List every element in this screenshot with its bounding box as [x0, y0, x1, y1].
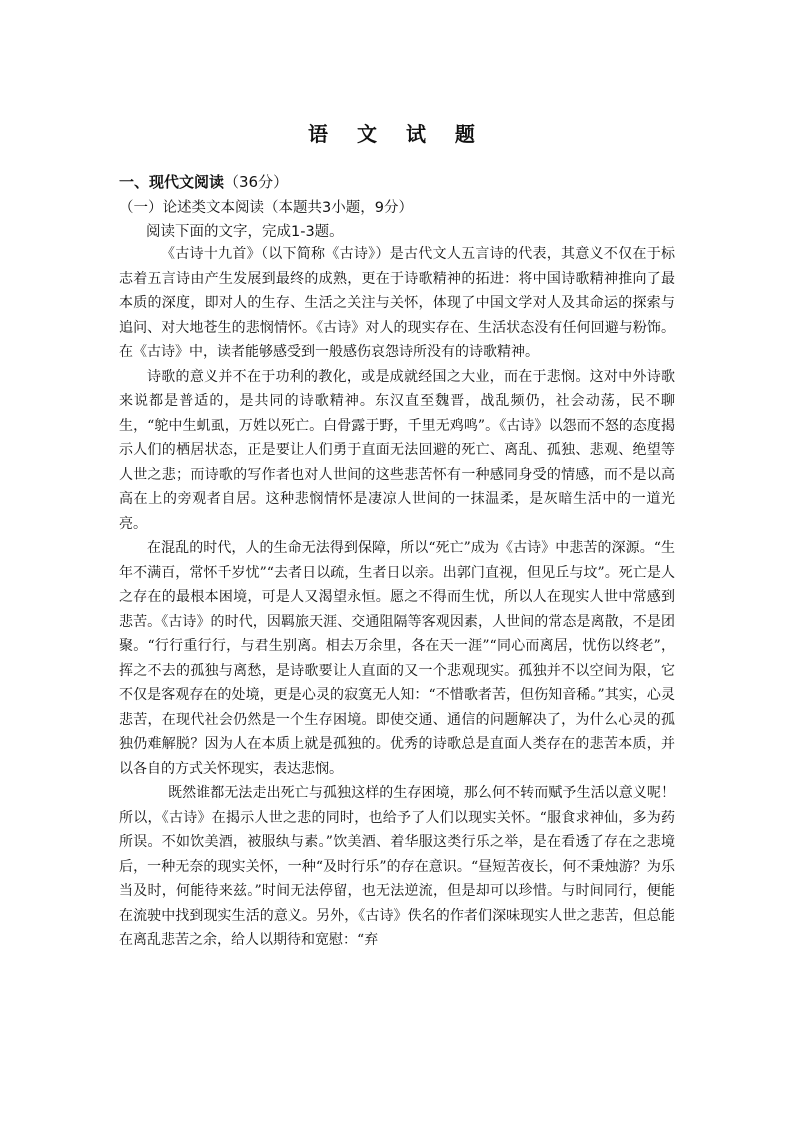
- page-title: 语 文 试 题: [308, 122, 486, 146]
- passage-paragraph: 既然谁都无法走出死亡与孤独这样的生存困境，那么何不转而赋予生活以意义呢！所以，《古诗》在揭示人世之悲的同时，也给予了人们以现实关怀。“服食求神仙，多为药所误。不如饮美酒，被服纨与素。”饮美酒、着华服这类行乐之举，是在看透了存在之悲境后，一种无奈的现实关怀，一种“及时行乐”的存在意识。“昼短苦夜长，何不秉烛游？为乐当及时，何能待来兹。”时间无法停留，也无法逆流，但是却可以珍惜。与时间同行，便能在流驶中找到现实生活的意义。另外，《古诗》佚名的作者们深味现实人世之悲苦，但总能在离乱悲苦之余，给人以期待和宽慰：“弃: [119, 785, 675, 948]
- subsection-heading: （一）论述类文本阅读（本题共3小题，9分）: [119, 200, 413, 216]
- passage-paragraph: 《古诗十九首》（以下简称《古诗》）是古代文人五言诗的代表，其意义不仅在于标志着五言诗由产生发展到最终的成熟，更在于诗歌精神的拓进：将中国诗歌精神推向了最本质的深度，即对人的生存、生活之关注与关怀，体现了中国文学对人及其命运的探索与追问、对大地苍生的悲悯情怀。《古诗》对人的现实存在、生活状态没有任何回避与粉饰。在《古诗》中，读者能够感受到一般感伤哀怨诗所没有的诗歌精神。: [119, 246, 675, 360]
- passage-paragraph: 诗歌的意义并不在于功利的教化，或是成就经国之大业，而在于悲悯。这对中外诗歌来说都是普适的，是共同的诗歌精神。东汉直至魏晋，战乱频仍，社会动荡，民不聊生，“鸵中生虮虱，万姓以死亡。白骨露于野，千里无鸡鸣”。《古诗》以怨而不怒的态度揭示人们的栖居状态，正是要让人们勇于直面无法回避的死亡、离乱、孤独、悲观、绝望等人世之悲；而诗歌的写作者也对人世间的这些悲苦怀有一种感同身受的情感，而不是以高高在上的旁观者自居。这种悲悯情怀是凄凉人世间的一抹温柔，是灰暗生活中的一道光亮。: [119, 368, 675, 532]
- reading-passage: [119, 242, 675, 953]
- section-heading: [119, 171, 288, 192]
- passage-paragraph: 在混乱的时代，人的生命无法得到保障，所以“死亡”成为《古诗》中悲苦的深源。“生年不满百，常怀千岁忧”“去者日以疏，生者日以亲。出郭门直视，但见丘与坟”。死亡是人之存在的最根本困境，可是人又渴望永恒。愿之不得而生忧，所以人在现实人世中常感到悲苦。《古诗》的时代，因羁旅天涯、交通阻隔等客观因素，人世间的常态是离散，不是团聚。“行行重行行，与君生别离。相去万余里，各在天一涯”“同心而离居，忧伤以终老”，挥之不去的孤独与离愁，是诗歌要让人直面的又一个悲观现实。孤独并不以空间为限，它不仅是客观存在的处境，更是心灵的寂寞无人知：“不惜歌者苦，但伤知音稀。”其实，心灵悲苦，在现代社会仍然是一个生存困境。即使交通、通信的问题解决了，为什么心灵的孤独仍难解脱？因为人在本质上就是孤独的。优秀的诗歌总是直面人类存在的悲苦本质，并以各自的方式关怀现实，表达悲悯。: [119, 540, 675, 777]
- section-points: （36分）: [224, 173, 289, 191]
- section-heading-text: 一、现代文阅读: [119, 173, 225, 191]
- reading-instruction: 阅读下面的文字，完成1-3题。: [146, 224, 344, 240]
